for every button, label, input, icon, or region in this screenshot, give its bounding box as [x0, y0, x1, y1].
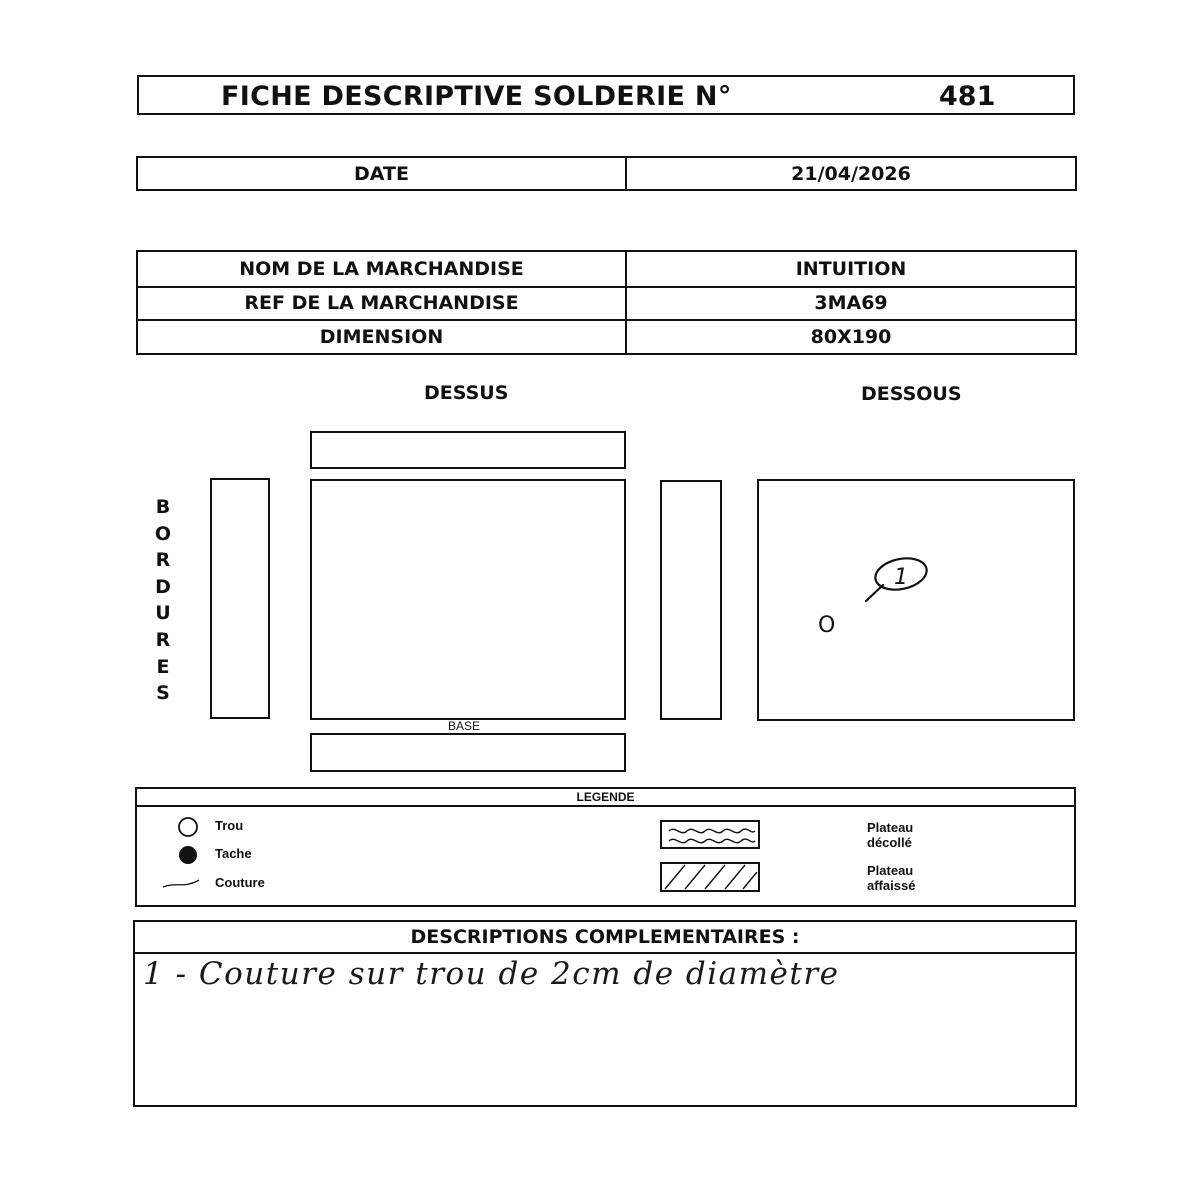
merchandise-table	[136, 250, 1077, 355]
description-handwritten-line: 1 - Couture sur trou de 2cm de diamètre	[143, 956, 840, 992]
marker-leader-line	[866, 585, 883, 601]
legend-label-tache: Tache	[215, 846, 252, 861]
bordures-letter: B	[155, 496, 171, 518]
date-table	[136, 156, 1077, 191]
form-title: FICHE DESCRIPTIVE SOLDERIE N°	[221, 81, 732, 112]
info-row-ref	[138, 286, 1075, 320]
legend-label-trou: Trou	[215, 818, 244, 833]
plateau-affaisse-icon	[661, 863, 759, 891]
date-row	[138, 158, 1075, 189]
bordures-letter: S	[156, 682, 170, 705]
tache-icon	[179, 846, 197, 864]
form-number: 481	[939, 81, 996, 112]
descriptions-box	[133, 920, 1077, 1107]
dessous-label: DESSOUS	[861, 383, 962, 405]
legend-box	[135, 787, 1076, 907]
info-row-name	[138, 252, 1075, 286]
info-label: NOM DE LA MARCHANDISE	[138, 252, 627, 286]
descriptions-header: DESCRIPTIONS COMPLEMENTAIRES :	[135, 922, 1075, 954]
info-value: 80X190	[810, 325, 892, 348]
bordures-label	[152, 494, 174, 707]
legend-header: LEGENDE	[137, 789, 1074, 807]
legend-label-plateau-decolle	[867, 820, 913, 850]
plateau-decolle-icon	[661, 821, 759, 848]
info-label: REF DE LA MARCHANDISE	[138, 288, 627, 320]
bordures-letter: D	[155, 575, 171, 598]
dessous-panel	[758, 480, 1074, 720]
marker-number: 1	[894, 565, 908, 590]
info-value: INTUITION	[795, 257, 907, 280]
marker-circle	[872, 554, 929, 594]
legend-label-line: Plateau	[867, 863, 914, 878]
info-value: 3MA69	[814, 292, 888, 315]
hole-marker: O	[818, 613, 836, 638]
date-label: DATE	[138, 158, 627, 189]
date-value: 21/04/2026	[791, 162, 911, 185]
left-border-panel	[211, 479, 269, 718]
bordures-letter: R	[155, 628, 171, 651]
bordures-letter: E	[156, 655, 170, 678]
legend-label-line: décollé	[867, 835, 912, 850]
bordures-letter: U	[155, 602, 171, 625]
info-row-dimension	[138, 319, 1075, 353]
bordures-letter: R	[155, 549, 171, 572]
legend-symbols	[137, 789, 1078, 909]
trou-icon	[179, 818, 197, 836]
dessus-label: DESSUS	[424, 382, 509, 404]
base-label: BASE	[448, 719, 481, 733]
legend-label-line: affaissé	[867, 878, 916, 893]
base-border-panel	[311, 734, 625, 771]
legend-label-couture: Couture	[215, 875, 265, 890]
title-box	[137, 75, 1075, 115]
bordures-letter: O	[154, 522, 172, 545]
right-border-panel	[661, 481, 721, 719]
legend-label-line: Plateau	[867, 820, 914, 835]
info-label: DIMENSION	[138, 321, 627, 353]
dessus-panel	[311, 480, 625, 719]
legend-label-plateau-affaisse	[867, 863, 915, 893]
top-border-panel	[311, 432, 625, 468]
couture-icon	[163, 880, 199, 887]
